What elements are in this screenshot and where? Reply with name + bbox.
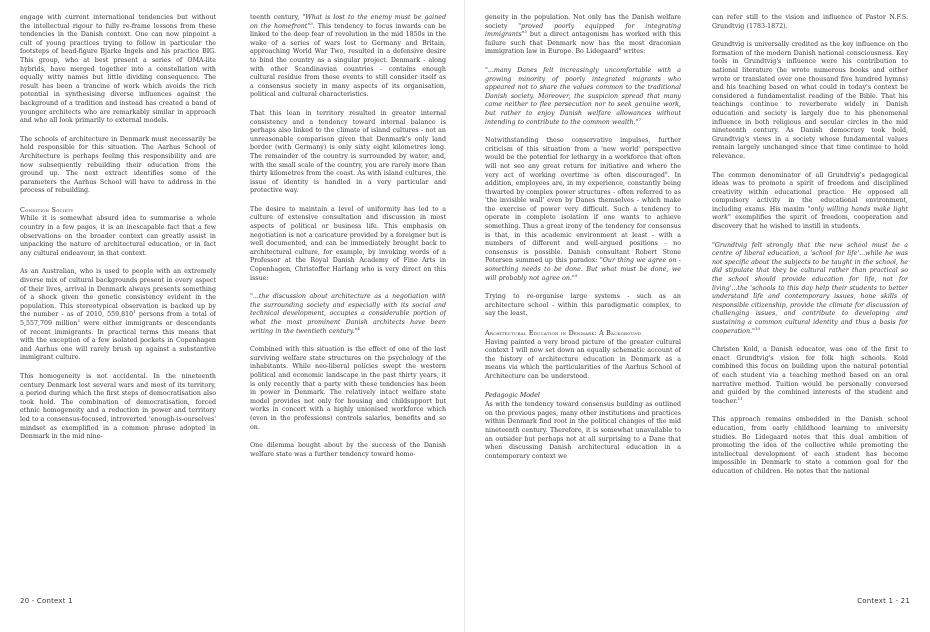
paragraph: Grundtvig is universally credited as the key influence on the formation of the modern Danish national consciousness. Key tools in Grundtvig's influence were his contribution to national literature (he wrote numerous books and either wrote or translated over one thousand five hundred hymns) and his teaching based on what could in today's context be considered a fundamentalist reading of the Bible. That his teachings continue to reverberate widely in Danish education and society is largely due to his phenomenal influence in both religious and secular circles in the mid nineteenth century. As Danish democracy took hold, Grundtvig's views in a society whose fundamental values remain largely unchanged since that time continue to hold relevance. (712, 41, 908, 160)
block-quote: "...many Danes felt increasingly uncomfortable with a growing minority of poorly integrated migrants who appeared not to share the values common to the traditional Danish society. Moreover, the suspicion spread that many came neither to flee persecution nor to seek genuine work, but rather to enjoy Danish welfare allowances without intending to contribute to the common wealth."$^7$ (485, 66, 681, 126)
block-quote: "Grundtvig felt strongly that the new school must be a centre of liberal education, a 'school for life'...while he was not specific about the subjects to be taught in the school, he did stipulate that they be cultural rather than practical so the school should provide education for life, not for living'...the 'schools to this day help their students to better understand life and contemporary issues, hone skills of responsible citizenship, provide the climate for discussion of challenging issues, and contribute to developing and sustaining a common cultural identity and thus a basis for cooperation."$^{10}$ (712, 241, 908, 335)
paragraph: Notwithstanding these conservative impulses, further criticism of this situation from a 'new world' perspective would be the potential for lethargy in a workforce that often will not see any great return for initiative and where the very act of working overtime is often discouraged$^8$. In addition, employees are, in my experience, constantly being thwarted by complex power structures - often referred to as 'the invisible wall' even by Danes themselves - which make the exercise of power very difficult. Such a tendency to operate in complete isolation if one wants to achieve something. Thus a great irony of the tendency for consensus is that, in this academic environment at least - with a numbers of different and well-argued positions - no consensus is possible. Danish consultant Robert Stone Petersen summed up this paradox: "Our thing we agree on - something needs to be done. But what must be done, we will probably not agree on."$^9$ (485, 137, 681, 282)
footnote-ref: 9 (574, 272, 578, 278)
text-column-2 (250, 14, 446, 590)
footnote-ref: 6 (618, 46, 622, 52)
text-column-3 (485, 14, 681, 590)
paragraph: This homogeneity is not accidental. In the nineteenth century Denmark lost several wars and most of its territory, a period during which the first steps of democratisation also took hold. The combination of democratisation, forced ethnic homogeneity and a reduction in power and territory led to a consensus-focused, introverted 'enough-is-ourselves' mindset as exemplified in a common phrase adopted in Denmark in the mid nine- (20, 372, 216, 441)
inline-quote: "proved poorly equipped for integrating immigrants" (485, 22, 681, 39)
subsection-heading: Pedagogic Model (485, 391, 540, 399)
paragraph: One dilemma bought about by the success of the Danish welfare state was a further tendency toward homo- (250, 442, 446, 458)
paragraph: While it is somewhat absurd idea to summarise a whole country in a few pages, it is an inescapable fact that a few observations on the broader context can greatly assist in unpacking the nature of architectural education, or in fact any cultural endeavour, in that context. (20, 215, 216, 257)
paragraph: As an Australian, who is used to people with an extremely diverse mix of cultural backgrounds present in every aspect of their lives, arrival in Denmark always presents something of a shock given the genetic consistency evident in the population. This stereotypical observation is backed up by the number - as of 2010, 559,810$^1$ persons from a total of 5,557,709 million$^2$ were either immigrants or descendants of recent immigrants. In practical terms this means that with the exception of a few isolated pockets in Copenhagen and Aarhus one will rarely brush up against a substantive immigrant culture. (20, 268, 216, 362)
paragraph: Christen Kold, a Danish educator, was one of the first to enact Grundtvig's vision for folk high schools. Kold combined this focus on building upon the natural potential of each student via a teaching method based on an oral narrative method. Tuition would be personally conversed and guided by the combined interests of the student and teacher.$^{11}$ (712, 346, 908, 405)
paragraph: That this lean in territory resulted in greater internal consistency and a tendency toward internal balance is perhaps also linked to the climate of island cultures - not an unreasonable comparison given that Denmark's only land border (with Germany) is only sixty eight kilometres long. The remainder of the country is surrounded by water, and, with the small scale of the country, you are rarely more than thirty kilometres from the coast. As with island cultures, the issue of identity is handled in a very particular and protective way. (250, 109, 446, 195)
paragraph: The schools of architecture in Denmark must necessarily be held responsible for this situation. The Aarhus School of Architecture is perhaps feeling this responsibility and are now subsequently rebuilding their education from the ground up. The next extract identifies some of the parameters the Aarhus School will have to address in the process of rebuilding. (20, 135, 216, 195)
footnote-ref: 3 (310, 20, 313, 26)
text-column-1 (20, 14, 216, 590)
page-number-left: 20 - Context 1 (20, 597, 73, 605)
section-heading: Architectural Education in Denmark: A Background (485, 329, 642, 337)
section-heading: Condition Society (20, 205, 74, 214)
block-quote: "...the discussion about architecture as a negotiation with the surrounding society and especially with its social and technical development, occupies a considerable portion of what the most prominent Danish architects have been writing in the twentieth century."$^4$ (250, 293, 446, 335)
footnote-ref: 2 (77, 317, 81, 323)
footnote-ref: 7 (638, 116, 641, 122)
footnote-ref: 8 (664, 169, 668, 175)
paragraph: The common denominator of all Grundtvig's pedagogical ideas was to promote a spirit of freedom and disciplined creativity within educational practice. He opposed all compulsory activity in the educational environment, including exams. His maxim "only willing hands make light work" exemplifies the spirit of freedom, cooperation and discovery that he wished to instill in students. (712, 171, 908, 231)
paragraph: As with the tendency toward consensus building as outlined on the previous pages, many other institutions and practices within Denmark find root in the political changes of the mid nineteenth century. Therefore, it is somewhat unavailable to an outsider but perhaps not at all surprising to a Dane that when discussing Danish architectural education in a contemporary context we (485, 401, 681, 460)
page-number-right: Context 1 - 21 (857, 597, 910, 605)
footnote-ref: 11 (737, 395, 743, 401)
footnote-ref: 5 (524, 29, 528, 35)
paragraph: teenth century, "What is lost to the enemy must be gained on the homefront"$^3$. This tendency to focus inwards can be linked to the deep fear of revolution in the mid 1850s in the wake of a series of wars lost to Germany and Britain, approaching World War Two, resulted in a defensive desire to bind the country as a singular project. Denmark - along with other Scandinavian countries - contains enough cultural residue from these events to still consider itself as a consensus society in many aspects of its organisation, political and cultural characteristics. (250, 14, 446, 99)
paragraph: engage with current international tendencies but without the intellectual rigour to fully re-frame lessons from these tendencies in the Danish context. One can now pinpoint a cult of young practices trying to follow in particular the footsteps of head-figure Bjarke Ingels and his practice BIG. This group, who at best present a series of OMA-lite hybrids, have merged together into a constellation with equally witty names but little dividing consequence. The result has been a trancine of work which avoids the rich potential in synthesising diverse influences against the background of a tradition and instead has created a band of younger architects who are remarkably similar in approach and who all look primarily to external models. (20, 14, 216, 125)
footnote-ref: 1 (133, 309, 136, 315)
paragraph: can refer still to the vision and influence of Pastor N.F.S. Grundtvig (1783-1872). (712, 14, 908, 30)
footnote-ref: 10 (754, 325, 761, 331)
paragraph: Combined with this situation is the effect of one of the last surviving welfare state structures on the psychology of the inhabitants. While neo-liberal policies swept the western political and economic landscape in the past thirty years, it is only recently that a party with these tendencies has been in power in Denmark. The relatively intact welfare state model provides not only for housing and childsupport but works in concert with a highly unionised workforce which (even in the professions) controls salaries, benefits and so on. (250, 346, 446, 431)
inline-quote: "What is lost to the enemy must be gained on the homefront" (250, 14, 446, 30)
inline-quote: "Our thing we agree on - something needs to be done. But what must be done, we will probably not agree on." (485, 257, 681, 282)
paragraph: geneity in the population. Not only has the Danish welfare society "proved poorly equipped for integrating immigrants"$^5$ but a direct antagonism has worked with this failure such that Denmark now has the most draconian immigration law in Europe. Bo Lidegaard$^6$ writes: (485, 14, 681, 56)
paragraph: Having painted a very broad picture of the greater cultural context I will now set down an equally schematic account of the history of architecture education in Denmark as a means via which the particularities of the Aarhus School of Architecture can be understood. (485, 338, 681, 380)
text-column-4 (712, 14, 908, 590)
paragraph: Trying to re-organise large systems - such as an architecture school - within this paradigmatic complex, to say the least. (485, 293, 681, 318)
footnote-ref: 4 (357, 325, 360, 331)
paragraph: The desire to maintain a level of uniformity has led to a culture of extensive consultation and discussion in most aspects of political or business life. This emphasis on negotiation is not a caricature provided by a foreigner but is well documented, and can be immediately brought back to architectural culture, for example, by invoking words of a Professor at the Royal Danish Academy of Fine Arts in Copenhagen, Christoffer Harlang who is very direct on this issue: (250, 205, 446, 282)
inline-quote: "only willing hands make light work" (712, 205, 908, 222)
paragraph: This approach remains embedded in the Danish school education, from early childhood learning to university studies. Bo Lidegaard notes that this dual ambition of promoting the idea of the collective while promoting the intellectual development of each student has become impossible in Denmark to state a common goal for the education of children. He notes that the national (712, 416, 908, 475)
